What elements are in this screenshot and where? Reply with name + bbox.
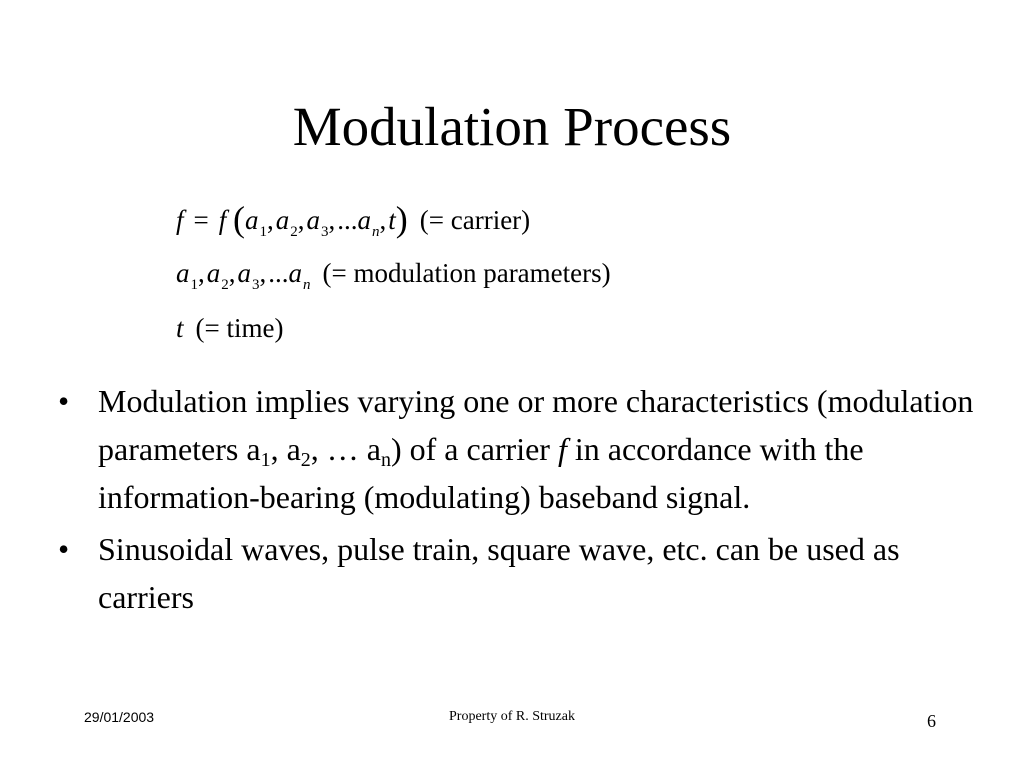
eq1-right-f: f bbox=[218, 205, 227, 235]
eq2-subn: n bbox=[303, 277, 311, 293]
bullet1-text-part4: ) of a carrier bbox=[390, 431, 558, 467]
eq1-a2: a bbox=[275, 205, 290, 235]
eq1-equals: = bbox=[193, 205, 209, 235]
eq2-a1: a bbox=[176, 258, 190, 288]
eq1-subn: n bbox=[372, 224, 380, 240]
eq1-a3: a bbox=[306, 205, 321, 235]
eq1-t: t bbox=[388, 205, 396, 235]
eq1-sub3: 3 bbox=[321, 224, 329, 240]
eq1-left-f: f bbox=[176, 205, 184, 235]
eq3-t: t bbox=[176, 313, 184, 343]
eq1-an: a bbox=[357, 205, 372, 235]
footer-date: 29/01/2003 bbox=[84, 709, 155, 725]
bullet1-text-part5: in accordance with the information-bearing (modulating) baseband signal. bbox=[98, 431, 864, 515]
eq2-a2: a bbox=[206, 258, 221, 288]
bullet2-text: Sinusoidal waves, pulse train, square wave, etc. can be used as carriers bbox=[98, 531, 900, 615]
bullet-item bbox=[50, 525, 980, 621]
eq1-a1: a bbox=[245, 205, 259, 235]
eq2-a3: a bbox=[237, 258, 251, 288]
eq2-sub2: 2 bbox=[221, 277, 229, 293]
equation-carrier: f = f $(a_1,a_2,a_3,...a_n,t)$ (= carrier) bbox=[176, 199, 531, 240]
bullet1-subn: n bbox=[380, 449, 391, 471]
eq3-comment: (= time) bbox=[195, 313, 284, 343]
eq1-comment: (= carrier) bbox=[419, 205, 531, 235]
eq2-an: a bbox=[288, 258, 302, 288]
eq2-ellipsis: ... bbox=[268, 258, 289, 288]
eq1-sub1: 1 bbox=[259, 224, 268, 240]
bullet1-text-part3: , … a bbox=[310, 431, 381, 467]
eq1-ellipsis: ... bbox=[337, 205, 358, 235]
bullet-item bbox=[50, 377, 980, 521]
eq2-sub3: 3 bbox=[252, 277, 260, 293]
eq1-close-paren: ) bbox=[395, 199, 408, 239]
bullet1-f: f bbox=[557, 431, 567, 467]
equation-parameters: $a_1,a_2,a_3,...a_n$ (= modulation parameters) bbox=[176, 258, 611, 293]
equation-time bbox=[176, 315, 283, 342]
page-number: 6 bbox=[927, 711, 936, 731]
slide-title: Modulation Process bbox=[292, 96, 732, 157]
eq1-open-paren: ( bbox=[233, 199, 246, 239]
bullet-list bbox=[50, 377, 980, 625]
bullet1-sub1: 1 bbox=[260, 449, 271, 471]
bullet1-text-part2: , a bbox=[270, 431, 301, 467]
bullet-marker: • bbox=[58, 531, 70, 567]
bullet1-sub2: 2 bbox=[300, 449, 311, 471]
eq2-sub1: 1 bbox=[190, 277, 198, 293]
eq1-sub2: 2 bbox=[290, 224, 298, 240]
bullet-marker: • bbox=[58, 383, 70, 419]
footer-owner: Property of R. Struzak bbox=[449, 709, 575, 724]
bullet1-text-part1: Modulation implies varying one or more characteristics (modulation parameters a bbox=[98, 383, 974, 467]
eq2-comment: (= modulation parameters) bbox=[322, 258, 611, 288]
